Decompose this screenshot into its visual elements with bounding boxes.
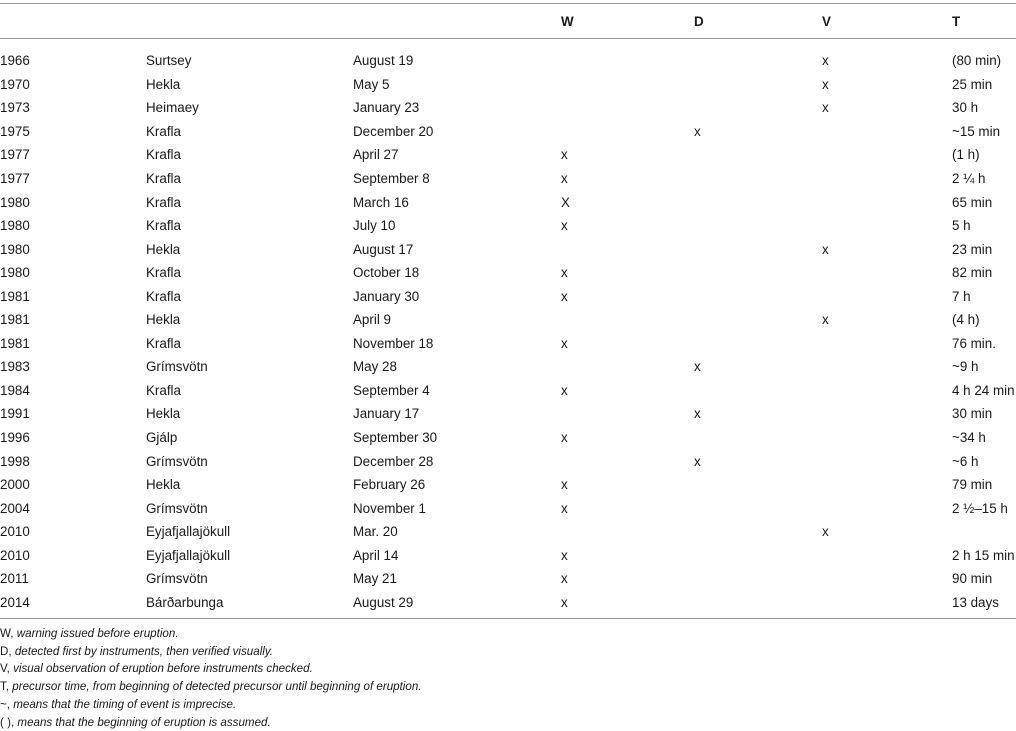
cell-w bbox=[561, 73, 694, 97]
cell-date: May 5 bbox=[353, 76, 390, 92]
cell-volcano: Grímsvötn bbox=[146, 500, 208, 516]
cell-v bbox=[822, 261, 952, 285]
cell-year: 1980 bbox=[0, 218, 30, 234]
cell-d: x bbox=[694, 453, 701, 469]
footnote bbox=[0, 714, 1016, 731]
footnotes bbox=[0, 625, 1016, 731]
cell-v bbox=[822, 473, 952, 497]
cell-w: x bbox=[561, 382, 568, 398]
cell-w: x bbox=[561, 265, 568, 281]
cell-date: January 30 bbox=[353, 288, 420, 304]
header-cell bbox=[0, 4, 146, 38]
cell-v bbox=[822, 284, 952, 308]
cell-year: 1991 bbox=[0, 406, 30, 422]
cell-w: x bbox=[561, 571, 568, 587]
cell-v: x bbox=[822, 524, 829, 540]
cell-volcano: Hekla bbox=[146, 477, 181, 493]
cell-year: 1966 bbox=[0, 53, 30, 69]
cell-d bbox=[694, 496, 822, 520]
cell-v bbox=[822, 567, 952, 591]
cell-v bbox=[822, 591, 952, 615]
cell-w: x bbox=[561, 500, 568, 516]
cell-v: x bbox=[822, 312, 829, 328]
cell-w bbox=[561, 96, 694, 120]
cell-volcano: Krafla bbox=[146, 288, 181, 304]
cell-date: April 14 bbox=[353, 547, 399, 563]
cell-d bbox=[694, 49, 822, 73]
footnote-key: V, bbox=[0, 662, 10, 676]
cell-w bbox=[561, 237, 694, 261]
header-v: V bbox=[822, 13, 831, 29]
cell-d bbox=[694, 261, 822, 285]
cell-v bbox=[822, 449, 952, 473]
cell-year: 1980 bbox=[0, 265, 30, 281]
cell-date: August 17 bbox=[353, 241, 414, 257]
cell-date: November 18 bbox=[353, 335, 434, 351]
cell-t: 30 min bbox=[952, 406, 993, 422]
table-row bbox=[0, 379, 1016, 403]
cell-w: x bbox=[561, 218, 568, 234]
footnote-text: warning issued before eruption. bbox=[16, 627, 179, 640]
cell-t bbox=[952, 520, 1016, 544]
table-row bbox=[0, 449, 1016, 473]
cell-t: 5 h bbox=[952, 218, 971, 234]
cell-t: (1 h) bbox=[952, 147, 980, 163]
cell-volcano: Bárðarbunga bbox=[146, 594, 224, 610]
cell-date: August 19 bbox=[353, 53, 414, 69]
cell-date: April 27 bbox=[353, 147, 399, 163]
table-bottom-rule bbox=[0, 618, 1016, 619]
footnote bbox=[0, 625, 1016, 643]
cell-v bbox=[822, 355, 952, 379]
cell-t: 30 h bbox=[952, 100, 979, 116]
cell-volcano: Krafla bbox=[146, 147, 181, 163]
cell-w bbox=[561, 520, 694, 544]
cell-t: ~15 min bbox=[952, 123, 1001, 139]
cell-year: 1984 bbox=[0, 382, 30, 398]
cell-d: x bbox=[694, 123, 701, 139]
cell-t: 65 min bbox=[952, 194, 993, 210]
cell-t: 90 min bbox=[952, 571, 993, 587]
cell-d bbox=[694, 332, 822, 356]
cell-year: 1983 bbox=[0, 359, 30, 375]
cell-d bbox=[694, 567, 822, 591]
cell-v bbox=[822, 332, 952, 356]
footnote-text: means that the beginning of eruption is assumed. bbox=[17, 715, 271, 729]
cell-year: 2010 bbox=[0, 524, 30, 540]
table-body bbox=[0, 38, 1016, 614]
cell-w: x bbox=[561, 171, 568, 186]
cell-w: x bbox=[561, 147, 568, 163]
cell-volcano: Krafla bbox=[146, 123, 181, 139]
footnote-text: detected first by instruments, then verified visually. bbox=[14, 644, 274, 658]
cell-t: 23 min bbox=[952, 241, 993, 257]
cell-w bbox=[561, 449, 694, 473]
cell-t: 25 min bbox=[952, 76, 993, 92]
cell-v bbox=[822, 543, 952, 567]
cell-w bbox=[561, 355, 694, 379]
cell-volcano: Krafla bbox=[146, 171, 181, 186]
cell-volcano: Hekla bbox=[146, 312, 181, 328]
table-row bbox=[0, 591, 1016, 615]
cell-v: x bbox=[822, 53, 829, 69]
cell-year: 1980 bbox=[0, 241, 30, 257]
cell-w: x bbox=[561, 335, 568, 351]
footnote bbox=[0, 696, 1016, 714]
cell-year: 1970 bbox=[0, 76, 30, 92]
cell-year: 1998 bbox=[0, 453, 30, 469]
cell-volcano: Krafla bbox=[146, 335, 181, 351]
cell-year: 1981 bbox=[0, 335, 30, 351]
cell-date: September 30 bbox=[353, 430, 438, 446]
table-row bbox=[0, 496, 1016, 520]
cell-year: 1981 bbox=[0, 312, 30, 328]
cell-date: September 8 bbox=[353, 171, 430, 186]
cell-year: 2010 bbox=[0, 547, 30, 563]
footnote bbox=[0, 678, 1016, 696]
cell-w: x bbox=[561, 477, 568, 493]
cell-t: 2 ½–15 h bbox=[952, 500, 1008, 516]
cell-v: x bbox=[822, 76, 829, 92]
cell-w: x bbox=[561, 594, 568, 610]
header-cell bbox=[146, 4, 353, 38]
cell-year: 1975 bbox=[0, 123, 30, 139]
cell-volcano: Grímsvötn bbox=[146, 571, 208, 587]
cell-t: 82 min bbox=[952, 265, 993, 281]
header-w: W bbox=[561, 13, 574, 29]
cell-w bbox=[561, 402, 694, 426]
cell-d bbox=[694, 379, 822, 403]
cell-date: December 20 bbox=[353, 123, 434, 139]
table-row bbox=[0, 73, 1016, 97]
cell-date: October 18 bbox=[353, 265, 420, 281]
cell-date: February 26 bbox=[353, 477, 426, 493]
table-row bbox=[0, 402, 1016, 426]
cell-t: 2 h 15 min bbox=[952, 547, 1015, 563]
table-row bbox=[0, 543, 1016, 567]
header-d: D bbox=[694, 13, 704, 29]
cell-d bbox=[694, 214, 822, 238]
cell-d bbox=[694, 284, 822, 308]
cell-year: 2004 bbox=[0, 500, 30, 516]
cell-d bbox=[694, 96, 822, 120]
footnote-text: precursor time, from beginning of detected precursor until beginning of eruption. bbox=[12, 680, 422, 694]
cell-year: 1981 bbox=[0, 288, 30, 304]
cell-t: 79 min bbox=[952, 477, 993, 493]
cell-d bbox=[694, 190, 822, 214]
footnote-key: T, bbox=[0, 680, 10, 694]
table-row bbox=[0, 332, 1016, 356]
cell-t: ~9 h bbox=[952, 359, 979, 375]
cell-year: 1977 bbox=[0, 171, 30, 186]
cell-volcano: Krafla bbox=[146, 218, 181, 234]
table-row bbox=[0, 473, 1016, 497]
table-row bbox=[0, 214, 1016, 238]
cell-d bbox=[694, 591, 822, 615]
cell-volcano: Krafla bbox=[146, 194, 181, 210]
cell-date: March 16 bbox=[353, 194, 409, 210]
table-row bbox=[0, 143, 1016, 167]
cell-volcano: Gjálp bbox=[146, 430, 178, 446]
cell-v: x bbox=[822, 241, 829, 257]
cell-volcano: Eyjafjallajökull bbox=[146, 524, 231, 540]
cell-d bbox=[694, 426, 822, 450]
cell-date: April 9 bbox=[353, 312, 391, 328]
cell-d bbox=[694, 543, 822, 567]
cell-year: 1996 bbox=[0, 430, 30, 446]
table-row bbox=[0, 520, 1016, 544]
cell-v bbox=[822, 214, 952, 238]
cell-volcano: Eyjafjallajökull bbox=[146, 547, 231, 563]
header-rule bbox=[0, 38, 1016, 39]
cell-t: ~6 h bbox=[952, 453, 979, 469]
footnote bbox=[0, 643, 1016, 661]
table-row bbox=[0, 120, 1016, 144]
cell-v bbox=[822, 496, 952, 520]
cell-w: x bbox=[561, 430, 568, 446]
cell-t: 2 ¼ h bbox=[952, 171, 986, 186]
cell-v bbox=[822, 120, 952, 144]
cell-t: ~34 h bbox=[952, 430, 986, 446]
table-row bbox=[0, 96, 1016, 120]
cell-volcano: Krafla bbox=[146, 265, 181, 281]
cell-v bbox=[822, 190, 952, 214]
cell-v bbox=[822, 167, 952, 191]
cell-d bbox=[694, 73, 822, 97]
cell-date: May 21 bbox=[353, 571, 397, 587]
footnote-key: W, bbox=[0, 627, 14, 640]
cell-t: (4 h) bbox=[952, 312, 980, 328]
table-row bbox=[0, 261, 1016, 285]
cell-volcano: Heimaey bbox=[146, 100, 199, 116]
footnote-text: visual observation of eruption before instruments checked. bbox=[13, 662, 313, 676]
cell-d bbox=[694, 520, 822, 544]
table-row bbox=[0, 49, 1016, 73]
table-row bbox=[0, 167, 1016, 191]
eruption-table bbox=[0, 4, 1016, 614]
table-row bbox=[0, 426, 1016, 450]
cell-date: November 1 bbox=[353, 500, 426, 516]
cell-date: July 10 bbox=[353, 218, 396, 234]
cell-d bbox=[694, 237, 822, 261]
table-row bbox=[0, 567, 1016, 591]
cell-date: January 17 bbox=[353, 406, 420, 422]
footnote-text: means that the timing of event is imprecise. bbox=[13, 697, 237, 711]
footnote-key: D, bbox=[0, 644, 12, 658]
cell-w bbox=[561, 49, 694, 73]
header-t: T bbox=[952, 13, 961, 29]
cell-date: August 29 bbox=[353, 594, 414, 610]
cell-w bbox=[561, 308, 694, 332]
cell-t: 76 min. bbox=[952, 335, 996, 351]
cell-t: 4 h 24 min bbox=[952, 382, 1015, 398]
cell-w bbox=[561, 120, 694, 144]
cell-year: 1977 bbox=[0, 147, 30, 163]
cell-d bbox=[694, 143, 822, 167]
cell-d: x bbox=[694, 406, 701, 422]
footnote bbox=[0, 660, 1016, 678]
cell-year: 2014 bbox=[0, 594, 30, 610]
cell-v bbox=[822, 402, 952, 426]
cell-d bbox=[694, 167, 822, 191]
cell-volcano: Grímsvötn bbox=[146, 359, 208, 375]
cell-v bbox=[822, 143, 952, 167]
cell-v bbox=[822, 379, 952, 403]
cell-year: 2011 bbox=[0, 571, 29, 587]
table-row bbox=[0, 308, 1016, 332]
cell-d bbox=[694, 473, 822, 497]
cell-t: 7 h bbox=[952, 288, 971, 304]
cell-w: x bbox=[561, 288, 568, 304]
cell-date: Mar. 20 bbox=[353, 524, 398, 540]
cell-t: (80 min) bbox=[952, 53, 1002, 69]
cell-volcano: Surtsey bbox=[146, 53, 192, 69]
cell-date: December 28 bbox=[353, 453, 434, 469]
cell-w: x bbox=[561, 547, 568, 563]
footnote-key: ~, bbox=[0, 697, 10, 711]
footnote-key: ( ), bbox=[0, 715, 15, 729]
cell-t: 13 days bbox=[952, 594, 999, 610]
header-cell bbox=[353, 4, 561, 38]
cell-volcano: Hekla bbox=[146, 76, 181, 92]
cell-volcano: Grímsvötn bbox=[146, 453, 208, 469]
cell-v bbox=[822, 426, 952, 450]
table-row bbox=[0, 355, 1016, 379]
table-row bbox=[0, 237, 1016, 261]
cell-date: January 23 bbox=[353, 100, 420, 116]
cell-w: X bbox=[561, 194, 570, 210]
cell-year: 1980 bbox=[0, 194, 30, 210]
cell-date: September 4 bbox=[353, 382, 430, 398]
table-row bbox=[0, 284, 1016, 308]
cell-volcano: Krafla bbox=[146, 382, 181, 398]
cell-d: x bbox=[694, 359, 701, 375]
cell-d bbox=[694, 308, 822, 332]
cell-v: x bbox=[822, 100, 829, 116]
cell-volcano: Hekla bbox=[146, 241, 181, 257]
cell-date: May 28 bbox=[353, 359, 397, 375]
table-row bbox=[0, 190, 1016, 214]
cell-year: 2000 bbox=[0, 477, 30, 493]
table-header bbox=[0, 4, 1016, 38]
cell-year: 1973 bbox=[0, 100, 30, 116]
cell-volcano: Hekla bbox=[146, 406, 181, 422]
